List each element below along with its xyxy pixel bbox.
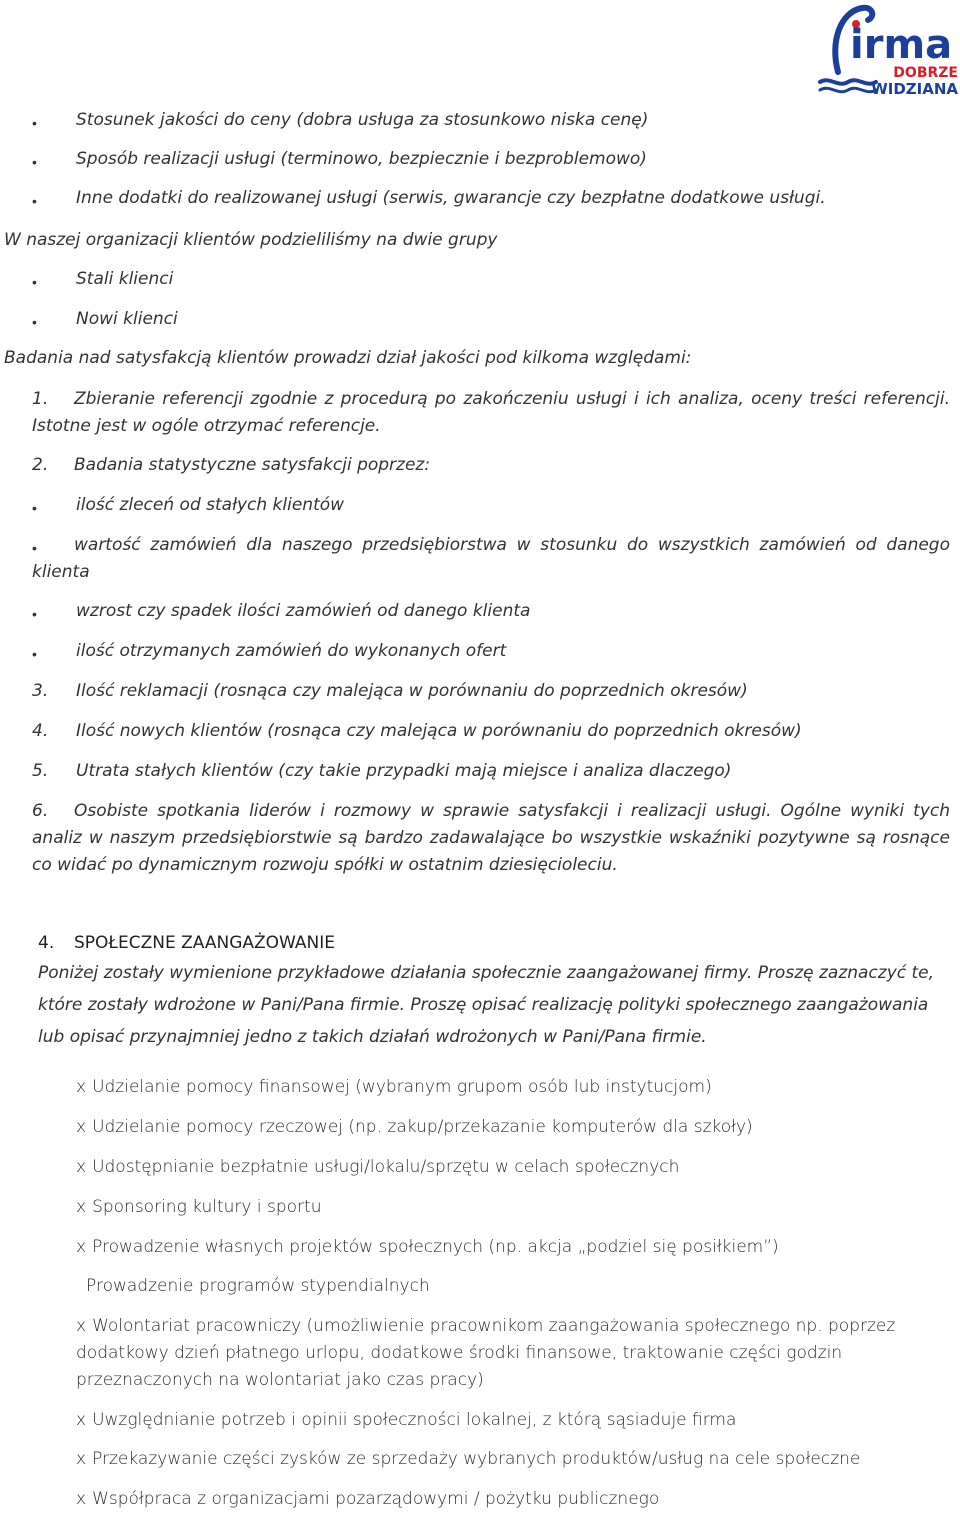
- checklist-item: [76, 1407, 920, 1434]
- section-intro: Poniżej zostały wymienione przykładowe działania społecznie zaangażowanej firmy. Proszę zaznaczyć te, które zostały wdrożone w Pani/Pana firmie. Proszę opisać realizację polityki społecznego zaangażowania lub opisać przynajmniej jedno z takich działań wdrożonych w Pani/Pana firmie.: [38, 963, 935, 1047]
- section-heading: [38, 933, 335, 953]
- checklist-item: [76, 1114, 920, 1141]
- numbered-item-5: Utrata stałych klientów (czy takie przypadki mają miejsce i analiza dlaczego): [76, 761, 732, 781]
- item-number: 1.: [32, 389, 49, 409]
- checklist-item: [76, 1154, 920, 1181]
- check-mark: x: [76, 1316, 87, 1336]
- bullet-icon: •: [32, 155, 37, 171]
- checklist-text: Prowadzenie programów stypendialnych: [86, 1276, 430, 1296]
- item-number: 4.: [32, 721, 49, 741]
- check-mark: x: [76, 1157, 87, 1177]
- item-text: Badania statystyczne satysfakcji poprzez:: [74, 455, 431, 475]
- checklist-item: [76, 1446, 920, 1473]
- check-mark: x: [76, 1489, 87, 1509]
- survey-intro: Badania nad satysfakcją klientów prowadzi dział jakości pod kilkoma względami:: [4, 348, 692, 368]
- bullet-item: Sposób realizacji usługi (terminowo, bezpiecznie i bezproblemowo): [76, 149, 647, 169]
- check-mark: x: [76, 1117, 87, 1137]
- checklist-text: Prowadzenie własnych projektów społecznych (np. akcja „podziel się posiłkiem”): [92, 1237, 779, 1257]
- bullet-icon: •: [32, 194, 37, 210]
- sub-item: ilość otrzymanych zamówień do wykonanych ofert: [76, 641, 507, 661]
- bullet-icon: •: [32, 501, 37, 517]
- sub-item: wartość zamówień dla naszego przedsiębiorstwa w stosunku do wszystkich zamówień od danego klienta: [32, 535, 950, 582]
- check-mark: x: [76, 1197, 87, 1217]
- bullet-icon: •: [32, 315, 37, 331]
- numbered-item-6: [32, 798, 950, 879]
- group-item: Nowi klienci: [76, 309, 178, 329]
- checklist-item: [76, 1194, 920, 1221]
- numbered-item-3: Ilość reklamacji (rosnąca czy malejąca w porównaniu do poprzednich okresów): [76, 681, 748, 701]
- check-mark: x: [76, 1410, 87, 1430]
- checklist-text: Wolontariat pracowniczy (umożliwienie pracownikom zaangażowania społecznego np. poprzez dodatkowy dzień płatnego urlopu, dodatkowe środki finansowe, traktowanie części godzin przeznaczonych na wolontariat jako czas pracy): [76, 1316, 896, 1390]
- numbered-item-1: [32, 386, 950, 440]
- firma-dobrze-widziana-logo: [812, 2, 960, 98]
- numbered-item-4: Ilość nowych klientów (rosnąca czy malejąca w porównaniu do poprzednich okresów): [76, 721, 802, 741]
- logo-graphic: [812, 2, 960, 98]
- checklist-text: Sponsoring kultury i sportu: [92, 1197, 322, 1217]
- logo-line1: DOBRZE: [893, 65, 958, 81]
- checklist-text: Udzielanie pomocy rzeczowej (np. zakup/przekazanie komputerów dla szkoły): [92, 1117, 753, 1137]
- bullet-icon: •: [32, 541, 37, 557]
- logo-word: irma: [850, 22, 953, 68]
- bullet-item: Stosunek jakości do ceny (dobra usługa za stosunkowo niska cenę): [76, 110, 649, 130]
- check-mark: x: [76, 1449, 87, 1469]
- bullet-icon: •: [32, 607, 37, 623]
- sub-item: wzrost czy spadek ilości zamówień od danego klienta: [76, 601, 531, 621]
- item-number: 5.: [32, 761, 49, 781]
- checklist-text: Współpraca z organizacjami pozarządowymi / pożytku publicznego: [92, 1489, 660, 1509]
- item-number: 3.: [32, 681, 49, 701]
- groups-intro: W naszej organizacji klientów podzieliliśmy na dwie grupy: [4, 230, 498, 250]
- checklist-item: [76, 1074, 920, 1101]
- section-title: SPOŁECZNE ZAANGAŻOWANIE: [74, 933, 336, 953]
- item-text: Zbieranie referencji zgodnie z procedurą po zakończeniu usługi i ich analiza, oceny treści referencji. Istotne jest w ogóle otrzymać referencje.: [32, 389, 950, 436]
- checklist-item: [80, 1273, 920, 1300]
- checklist-text: Udostępnianie bezpłatnie usługi/lokalu/sprzętu w celach społecznych: [92, 1157, 680, 1177]
- checklist-item: [76, 1313, 920, 1394]
- item-number: 2.: [32, 455, 49, 475]
- group-item: Stali klienci: [76, 269, 174, 289]
- checklist-item: [76, 1234, 920, 1261]
- bullet-item: Inne dodatki do realizowanej usługi (serwis, gwarancje czy bezpłatne dodatkowe usługi.: [76, 188, 826, 208]
- checklist-text: Uwzględnianie potrzeb i opinii społeczności lokalnej, z którą sąsiaduje firma: [92, 1410, 737, 1430]
- logo-line2: WIDZIANA: [871, 80, 958, 98]
- check-mark: x: [76, 1077, 87, 1097]
- checklist-text: Przekazywanie części zysków ze sprzedaży wybranych produktów/usług na cele społeczne: [92, 1449, 861, 1469]
- section-number: 4.: [38, 933, 55, 953]
- item-number: 6.: [32, 801, 49, 821]
- sub-item: ilość zleceń od stałych klientów: [76, 495, 345, 515]
- bullet-icon: •: [32, 116, 37, 132]
- bullet-icon: •: [32, 647, 37, 663]
- check-mark: x: [76, 1237, 87, 1257]
- bullet-icon: •: [32, 275, 37, 291]
- checklist-text: Udzielanie pomocy finansowej (wybranym grupom osób lub instytucjom): [92, 1077, 712, 1097]
- numbered-item-2: [32, 452, 950, 479]
- item-text: Osobiste spotkania liderów i rozmowy w sprawie satysfakcji i realizacji usługi. Ogólne wyniki tych analiz w naszym przedsiębiorstwie są bardzo zadawalające bo wszystkie wskaźniki pozytywne są rosnące co widać po dynamicznym rozwoju spółki w ostatnim dziesięcioleciu.: [32, 801, 950, 875]
- checklist-item: [76, 1486, 920, 1513]
